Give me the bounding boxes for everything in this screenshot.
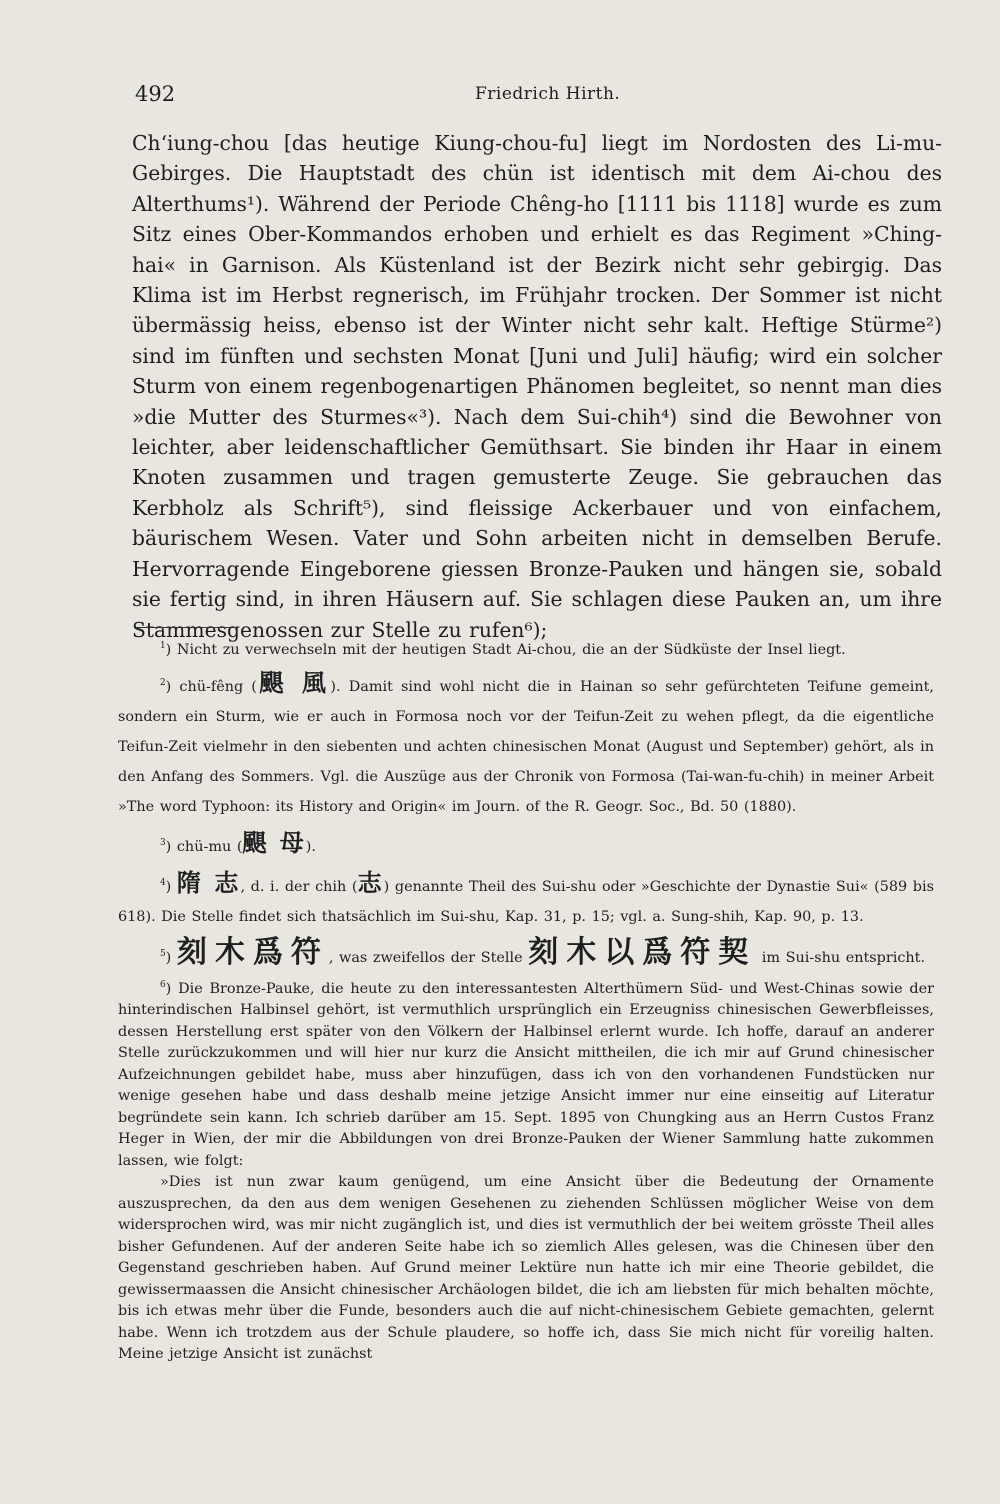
footnote-4: $^4$) 隋 志, d. i. der chih (志) genannte Theil des Sui-shu oder »Geschichte der Dynastie Sui« (589 bis 618). Die Stelle findet sich thatsächlich im Sui-shu, Kap. 31, p. 15; vgl. a. Sung-shih, Kap. 90, p. 13. [118,867,935,925]
running-head [135,82,880,112]
footnote-mark: 5 [160,948,166,959]
footnote-text: im Sui-shu entspricht. [756,949,926,966]
footnote-text: ) genannte Theil des Sui-shu oder »Geschichte der Dynastie Sui« (589 bis 618). Die Stelle findet sich thatsächlich im Sui-shu, Kap. 31, p. 15; vgl. a. Sung-shih, Kap. 90, p. 13. [118,878,935,925]
footnote-lead: chü-mu ( [176,838,243,855]
running-head-author: Friedrich Hirth. [475,84,621,104]
footnote-5: $^5$) 刻木爲符, was zweifellos der Stelle 刻木以爲符契 im Sui-shu entspricht. [160,934,926,970]
footnote-1: $^1$) Nicht zu verwechseln mit der heutigen Stadt Ai-chou, die an der Südküste der Insel liegt. [160,641,846,658]
chinese-characters: 颶 母 [242,827,306,857]
page-number: 492 [135,82,176,106]
footnote-3: $^3$) chü-mu (颶 母). [160,827,316,857]
footnote-text: Die Bronze-Pauke, die heute zu den interessantesten Alterthümern Süd- und West-Chinas sowie der hinterindischen Halbinsel gehört, ist vermuthlich ursprünglich ein Erzeugniss chinesischen Gewerbfleisses, dessen Herstellung erst später von den Völkern der Halbinsel erlernt wurde. Ich hoffe, darauf an anderer Stelle zurückzukommen und will hier nur kurz die Ansicht mittheilen, die ich mir auf Grund chinesischer Aufzeichnungen gebildet habe, muss aber hinzufügen, dass ich von den vorhandenen Fundstücken nur wenige gesehen habe und dass deshalb meine jetzige Ansicht immer nur eine einseitig auf Literatur begründete sein kann. Ich schrieb darüber am 15. Sept. 1895 von Chungking aus an Herrn Custos Franz Heger in Wien, der mir die Abbildungen von drei Bronze-Pauken der Wiener Sammlung hatte zukommen lassen, wie folgt: [118,980,934,1169]
chinese-characters: 颶 風 [256,667,331,697]
footnote-mark: 3 [160,837,166,848]
main-paragraph: Ch‘iung-chou [das heutige Kiung-chou-fu] liegt im Nordosten des Li-mu-Gebirges. Die Hauptstadt des chün ist identisch mit dem Ai-chou des Alterthums¹). Während der Periode Chêng-ho [1111 bis 1118] wurde es zum Sitz eines Ober-Kommandos erhoben und erhielt es das Regiment »Ching-hai« in Garnison. Als Küstenland ist der Bezirk nicht sehr gebirgig. Das Klima ist im Herbst regnerisch, im Frühjahr trocken. Der Sommer ist nicht übermässig heiss, ebenso ist der Winter nicht sehr kalt. Heftige Stürme²) sind im fünften und sechsten Monat [Juni und Juli] häufig; wird ein solcher Sturm von einem regenbogenartigen Phänomen begleitet, so nennt man dies »die Mutter des Sturmes«³). Nach dem Sui-chih⁴) sind die Bewohner von leichter, aber leidenschaftlicher Gemüthsart. Sie binden ihr Haar in einem Knoten zusammen und tragen gemusterte Zeuge. Sie gebrauchen das Kerbholz als Schrift⁵), sind fleissige Ackerbauer und von einfachem, bäurischem Wesen. Vater und Sohn arbeiten nicht in demselben Berufe. Hervorragende Eingeborene giessen Bronze-Pauken und hängen sie, sobald sie fertig sind, in ihren Häusern auf. Sie schlagen diese Pauken an, um ihre Stammesgenossen zur Stelle zu rufen⁶); [132,131,942,642]
footnote-text: ). Damit sind wohl nicht die in Hainan so sehr gefürchteten Teifune gemeint, sondern ein Sturm, wie er auch in Formosa noch vor der Teifun-Zeit zu wehen pflegt, da die eigentliche Teifun-Zeit vielmehr in den siebenten und achten chinesischen Monat (August und September) gehört, als in den Anfang des Sommers. Vgl. die Auszüge aus der Chronik von Formosa (Tai-wan-fu-chih) in meiner Arbeit »The word Typhoon: its History and Origin« im Journ. of the R. Geogr. Soc., Bd. 50 (1880). [118,678,934,815]
footnote-mark: 4 [160,877,166,888]
chinese-characters: 隋 志 [176,867,241,897]
chinese-characters: 刻木以爲符契 [528,934,757,970]
footnote-mark: 6 [160,979,166,990]
chinese-character: 志 [357,867,384,897]
footnote-text: ). [305,838,316,855]
footnote-text: , was zweifellos der Stelle [328,949,529,966]
footnote-2: $^2$) chü-fêng (颶 風). Damit sind wohl nicht die in Hainan so sehr gefürchteten Teifune gemeint, sondern ein Sturm, wie er auch in Formosa noch vor der Teifun-Zeit zu wehen pflegt, da die eigentliche Teifun-Zeit vielmehr in den siebenten und achten chinesischen Monat (August und September) gehört, als in den Anfang des Sommers. Vgl. die Auszüge aus der Chronik von Formosa (Tai-wan-fu-chih) in meiner Arbeit »The word Typhoon: its History and Origin« im Journ. of the R. Geogr. Soc., Bd. 50 (1880). [118,667,934,815]
footnotes [118,640,934,1366]
chinese-characters: 刻木爲符 [176,934,329,970]
footnote-6-quote: »Dies ist nun zwar kaum genügend, um eine Ansicht über die Bedeutung der Ornamente auszusprechen, da den aus dem wenigen Gesehenen zu ziehenden Schlüssen möglicher Weise von dem widersprochen wird, was mir nicht zugänglich ist, und dies ist vermuthlich der bei weitem grösste Theil alles bisher Gefundenen. Auf der anderen Seite habe ich so ziemlich Alles gelesen, was die Chinesen über den Gegenstand geschrieben haben. Auf Grund meiner Lektüre nun hatte ich mir eine Theorie gebildet, die gewissermaassen die Ansicht chinesischer Archäologen bildet, die ich am liebsten für mich behalten möchte, bis ich etwas mehr über die Funde, besonders auch die auf nicht-chinesischem Gebiete gemachten, gelernt habe. Wenn ich trotzdem aus der Schule plaudere, so hoffe ich, dass Sie mich nicht für voreilig halten. Meine jetzige Ansicht ist zunächst [118,1174,934,1362]
footnote-divider [136,627,238,628]
footnote-mark: 2 [160,677,166,688]
footnote-text: Nicht zu verwechseln mit der heutigen Stadt Ai-chou, die an der Südküste der Insel liegt. [176,642,846,658]
footnote-6: $^6$) Die Bronze-Pauke, die heute zu den interessantesten Alterthümern Süd- und West-Chinas sowie der hinterindischen Halbinsel gehört, ist vermuthlich ursprünglich ein Erzeugniss chinesischen Gewerbfleisses, dessen Herstellung erst später von den Völkern der Halbinsel erlernt wurde. Ich hoffe, darauf an anderer Stelle zurückzukommen und will hier nur kurz die Ansicht mittheilen, die ich mir auf Grund chinesischer Aufzeichnungen gebildet habe, muss aber hinzufügen, dass ich von den vorhandenen Fundstücken nur wenige gesehen habe und dass deshalb meine jetzige Ansicht immer nur eine einseitig auf Literatur begründete sein kann. Ich schrieb darüber am 15. Sept. 1895 von Chungking aus an Herrn Custos Franz Heger in Wien, der mir die Abbildungen von drei Bronze-Pauken der Wiener Sammlung hatte zukommen lassen, wie folgt: [118,979,934,1169]
footnote-lead: chü-fêng ( [179,678,257,695]
footnote-mark: 1 [160,641,166,652]
footnote-text: , d. i. der chih ( [240,878,358,895]
main-text [132,128,942,645]
